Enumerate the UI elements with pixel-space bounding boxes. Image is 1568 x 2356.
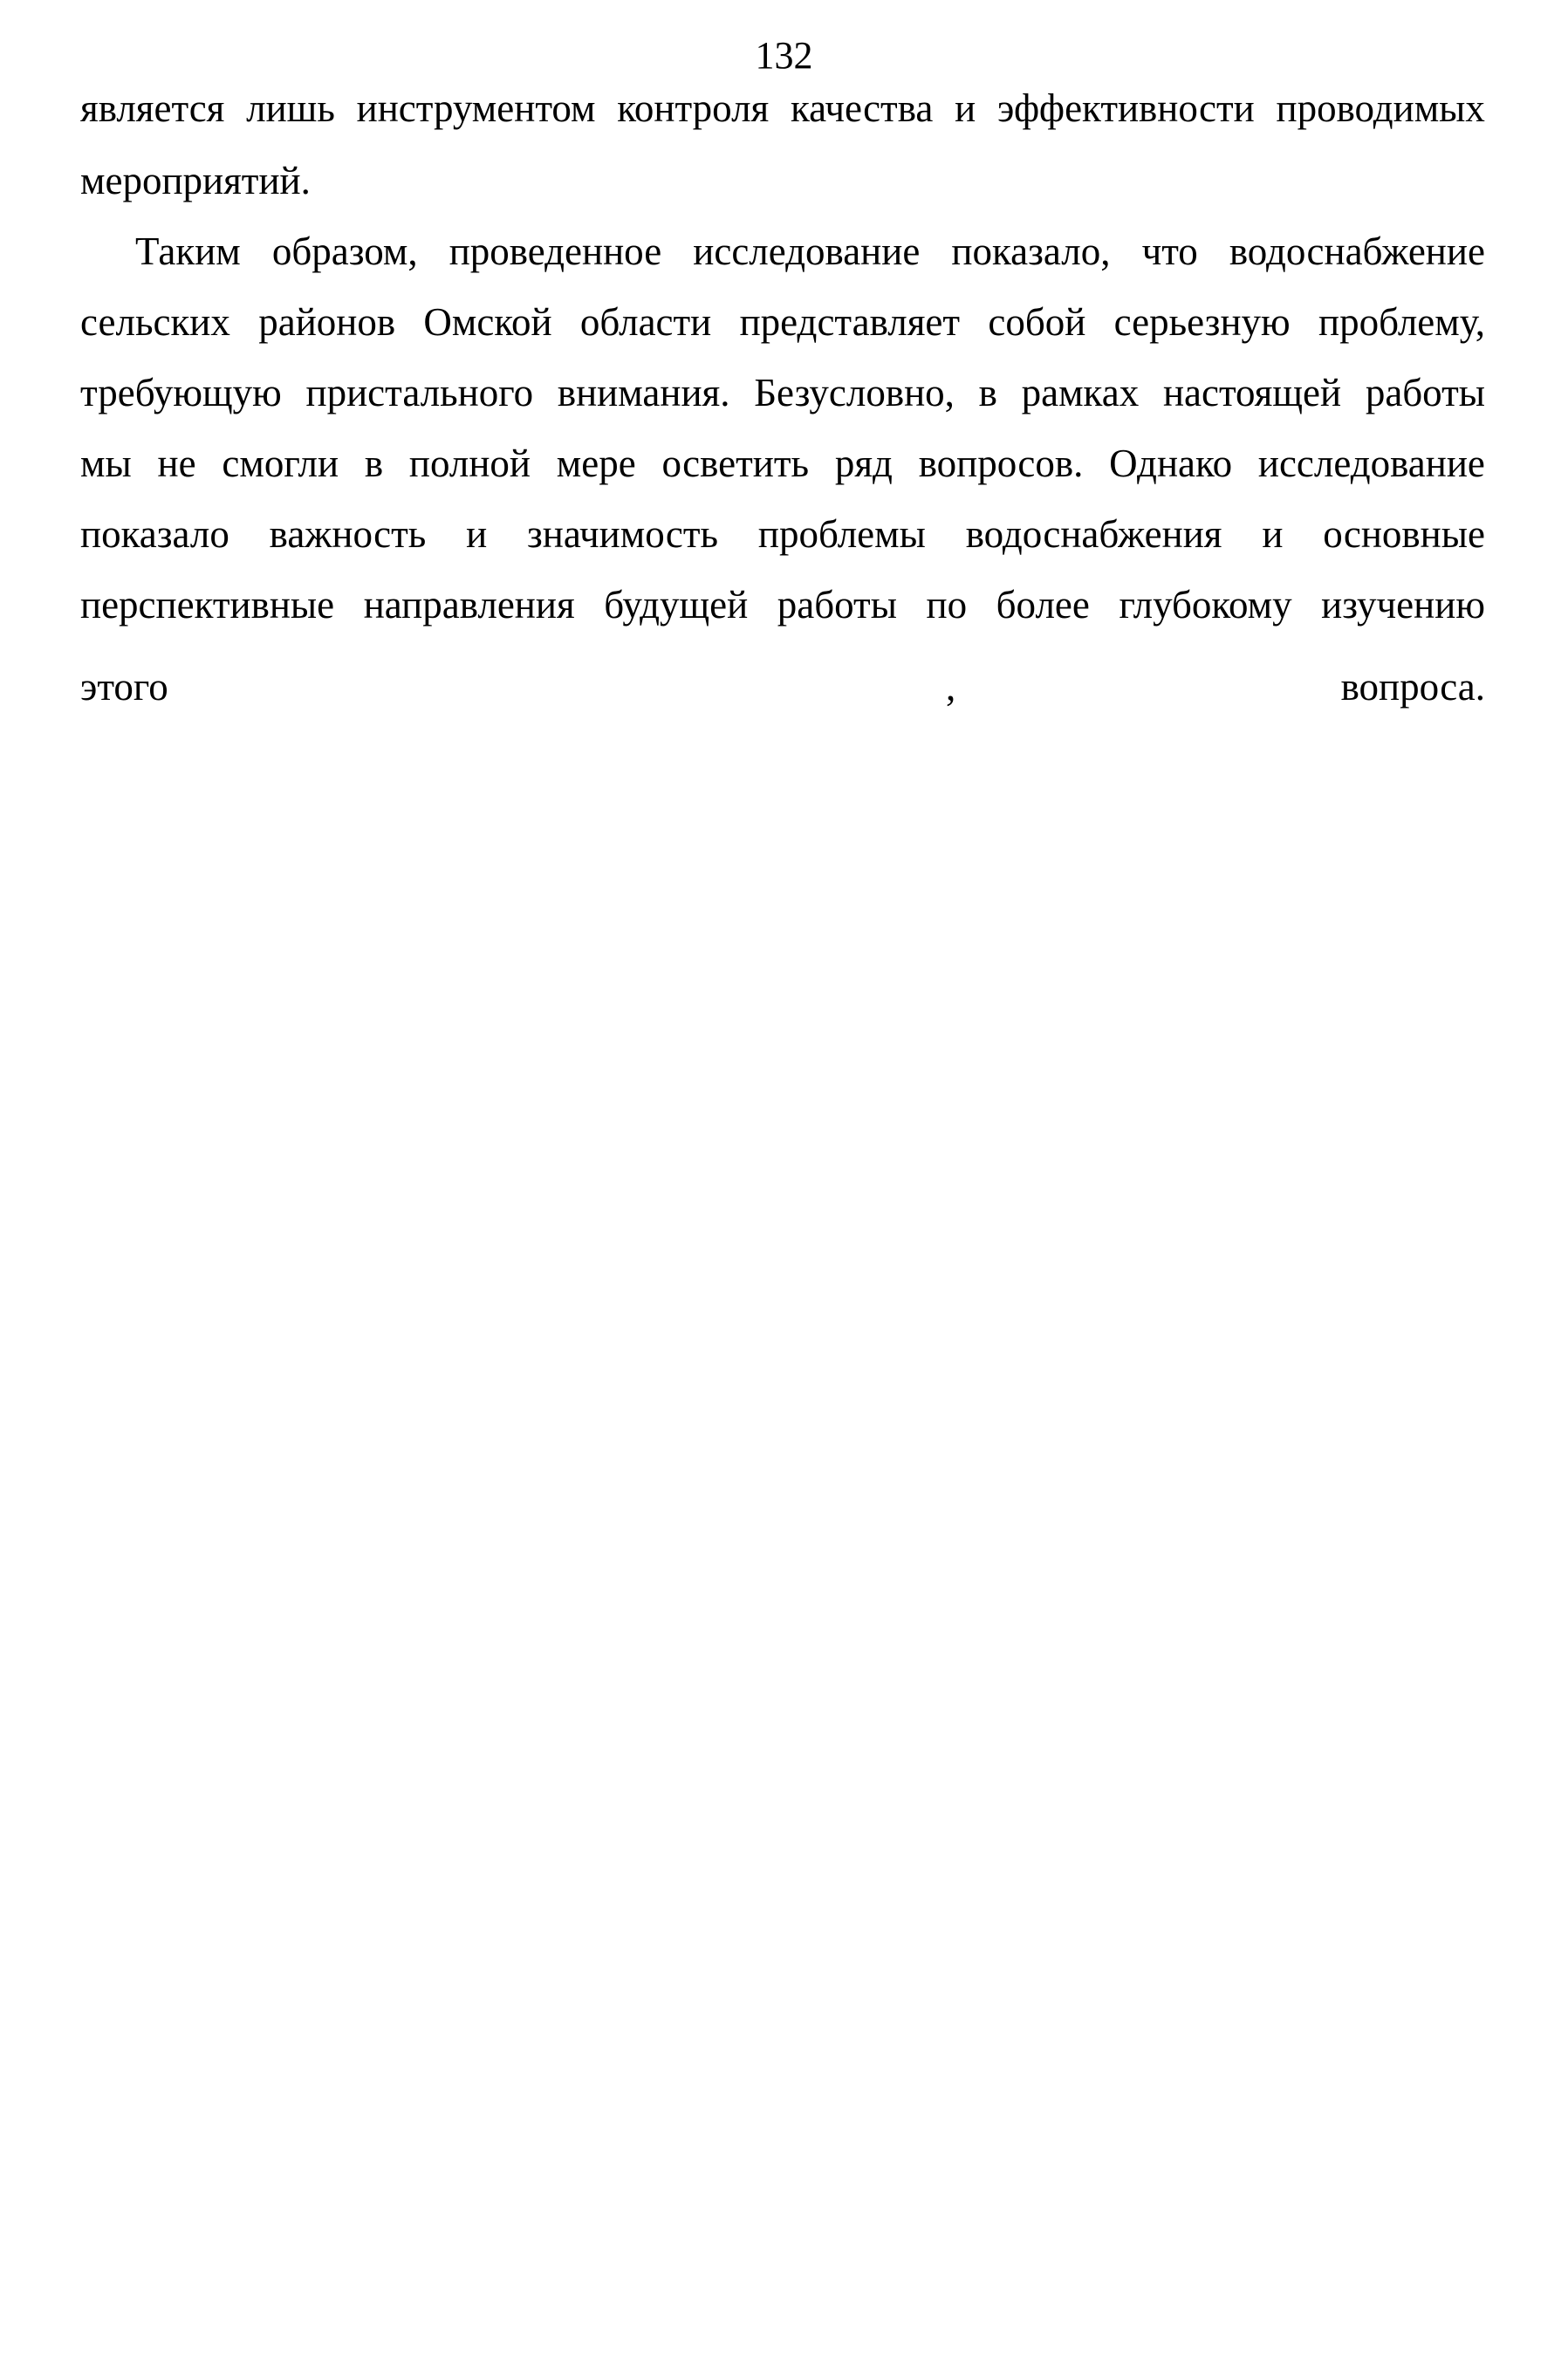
word: пристального [305,371,534,414]
word: смогли [222,442,339,485]
word: является [80,86,225,130]
word: лишь [246,86,335,130]
word: ряд [834,442,893,485]
word: перспективные [80,583,335,627]
word: и [466,512,488,556]
paragraph2-line1 [135,223,1485,279]
word: внимания. [557,371,730,414]
paragraph2-line6 [80,577,1485,633]
paragraph2-line5 [80,506,1485,562]
word: представляет [739,300,961,344]
word: основные [1323,512,1485,556]
word: эффективности [996,86,1255,130]
word: мере [556,442,636,485]
word: требующую [80,371,282,414]
word: работы [1365,371,1485,414]
word: что [1141,229,1198,273]
word: показало, [951,229,1111,273]
word: собой [988,300,1086,344]
word: водоснабжение [1229,229,1485,273]
word: серьезную [1113,300,1291,344]
word: проблему, [1318,300,1485,344]
word: сельских [80,300,230,344]
word: районов [258,300,396,344]
word: работы [777,583,897,627]
word: будущей [604,583,749,627]
page-number: 132 [755,34,813,77]
word: по [926,583,968,627]
word: направления [363,583,575,627]
word: образом, [271,229,418,273]
word: области [579,300,712,344]
word: глубокому [1119,583,1292,627]
word: полной [408,442,531,485]
word: качества [790,86,934,130]
word: рамках [1021,371,1140,414]
word: исследование [1257,442,1485,485]
word: Безусловно, [754,371,955,414]
word: изучению [1321,583,1485,627]
word: проблемы [757,512,926,556]
word: Таким [135,229,241,273]
word: показало [80,512,229,556]
word: мы [80,442,132,485]
word: проведенное [448,229,662,273]
word: не [157,442,196,485]
word: настоящей [1162,371,1342,414]
word: Однако [1109,442,1233,485]
word: и [955,86,976,130]
word: важность [269,512,427,556]
word: более [996,583,1090,627]
word: вопроса. [1340,665,1485,709]
word: в [364,442,384,485]
word: исследование [693,229,921,273]
paragraph2-line7 [80,659,1485,715]
word: инструментом [356,86,596,130]
word: в [978,371,997,414]
paragraph1-line2: мероприятий. [80,159,311,202]
word: контроля [617,86,770,130]
word: осветить [661,442,810,485]
word: значимость [527,512,719,556]
paragraph1-line1 [80,80,1485,136]
paragraph2-line2 [80,294,1485,350]
word: Омской [423,300,552,344]
paragraph2-line4 [80,435,1485,491]
word: проводимых [1276,86,1485,130]
word: вопросов. [918,442,1084,485]
word: водоснабжения [965,512,1222,556]
word: этого [80,665,168,709]
stray-comma: , [946,665,956,709]
word: и [1262,512,1284,556]
paragraph2-line3 [80,365,1485,421]
